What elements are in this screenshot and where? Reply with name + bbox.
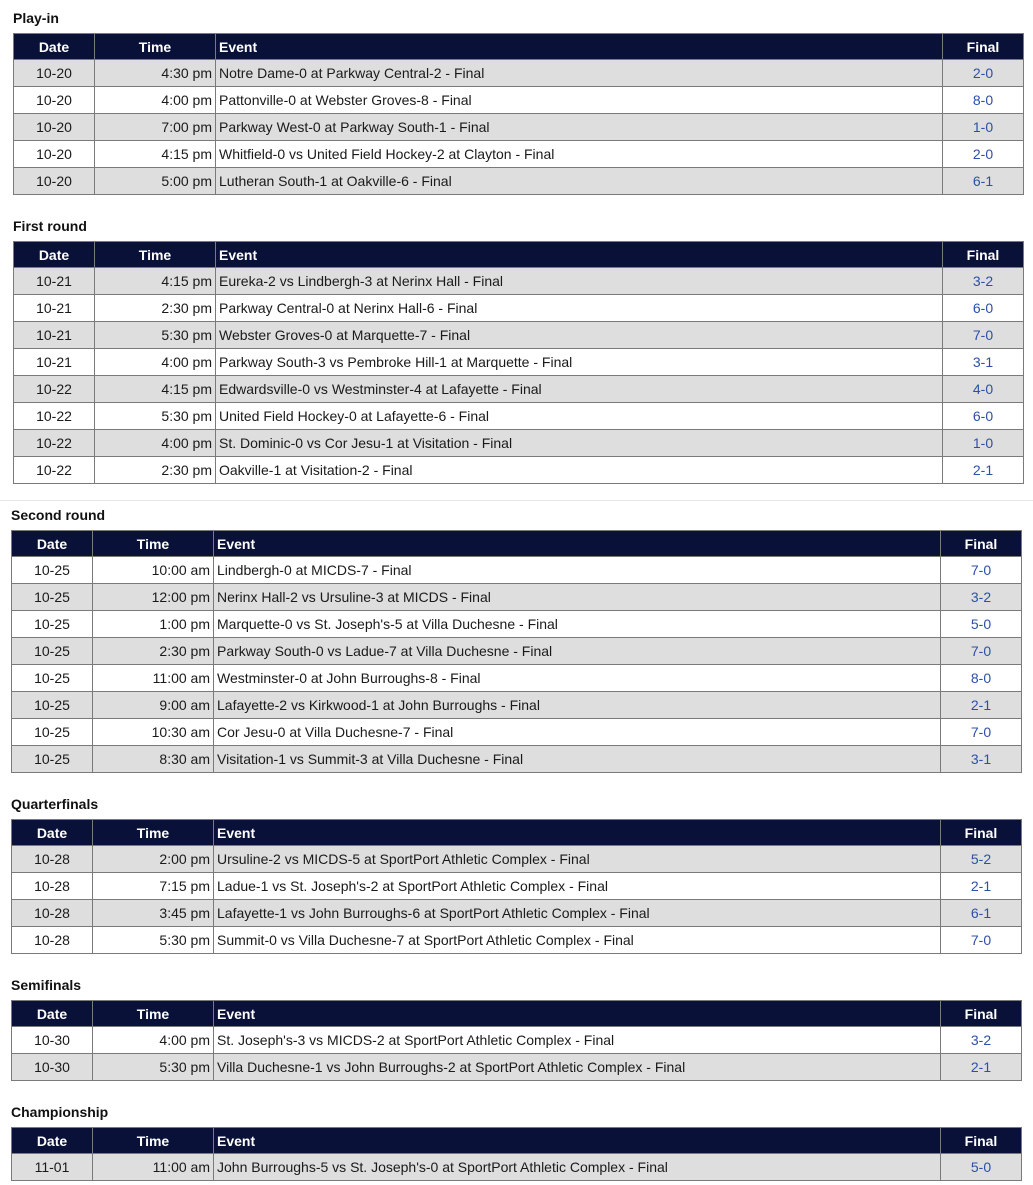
game-time: 10:30 am: [93, 719, 214, 746]
final-header: Final: [941, 1001, 1022, 1027]
section-divider: [0, 500, 1033, 501]
game-event: Villa Duchesne-1 vs John Burroughs-2 at SportPort Athletic Complex - Final: [214, 1054, 941, 1081]
event-header: Event: [216, 242, 943, 268]
event-header: Event: [214, 1128, 941, 1154]
table-row: [14, 87, 1024, 114]
game-date: 10-21: [14, 295, 95, 322]
event-header: Event: [214, 531, 941, 557]
table-row: [14, 322, 1024, 349]
table-row: [12, 665, 1022, 692]
section-title: First round: [13, 218, 87, 234]
table-row: [14, 268, 1024, 295]
table-header: [12, 820, 1022, 846]
table-header: [12, 1001, 1022, 1027]
game-date: 10-22: [14, 376, 95, 403]
game-event: Whitfield-0 vs United Field Hockey-2 at Clayton - Final: [216, 141, 943, 168]
game-event: John Burroughs-5 vs St. Joseph's-0 at SportPort Athletic Complex - Final: [214, 1154, 941, 1181]
game-event: Westminster-0 at John Burroughs-8 - Final: [214, 665, 941, 692]
section-title: Semifinals: [11, 977, 82, 993]
game-event: Ursuline-2 vs MICDS-5 at SportPort Athletic Complex - Final: [214, 846, 941, 873]
table-row: [12, 927, 1022, 954]
game-date: 10-28: [12, 927, 93, 954]
table-row: [12, 846, 1022, 873]
game-time: 11:00 am: [93, 665, 214, 692]
game-date: 10-25: [12, 611, 93, 638]
table-row: [14, 349, 1024, 376]
game-event: United Field Hockey-0 at Lafayette-6 - Final: [216, 403, 943, 430]
final-header: Final: [941, 820, 1022, 846]
game-event: Cor Jesu-0 at Villa Duchesne-7 - Final: [214, 719, 941, 746]
game-time: 2:30 pm: [95, 295, 216, 322]
game-time: 1:00 pm: [93, 611, 214, 638]
table-row: [14, 60, 1024, 87]
time-header: Time: [95, 242, 216, 268]
final-score-link[interactable]: 8-0: [972, 92, 994, 108]
table-row: [12, 692, 1022, 719]
schedule-table: [11, 530, 1022, 773]
table-row: [12, 638, 1022, 665]
final-score-link[interactable]: 7-0: [972, 327, 994, 343]
game-date: 10-25: [12, 638, 93, 665]
table-row: [12, 584, 1022, 611]
game-time: 4:15 pm: [95, 268, 216, 295]
table-row: [12, 900, 1022, 927]
table-row: [12, 1054, 1022, 1081]
game-event: Webster Groves-0 at Marquette-7 - Final: [216, 322, 943, 349]
game-date: 10-21: [14, 268, 95, 295]
schedule-table: [13, 241, 1024, 484]
table-header: [12, 1128, 1022, 1154]
game-event: Lafayette-2 vs Kirkwood-1 at John Burroughs - Final: [214, 692, 941, 719]
game-date: 10-21: [14, 322, 95, 349]
final-score-link[interactable]: 2-0: [972, 65, 994, 81]
game-event: Nerinx Hall-2 vs Ursuline-3 at MICDS - Final: [214, 584, 941, 611]
section-first-round: [13, 217, 1024, 484]
game-time: 3:45 pm: [93, 900, 214, 927]
game-event: Pattonville-0 at Webster Groves-8 - Final: [216, 87, 943, 114]
final-score-link[interactable]: 2-1: [970, 1059, 992, 1075]
game-time: 4:00 pm: [93, 1027, 214, 1054]
final-score-link[interactable]: 6-1: [972, 173, 994, 189]
final-header: Final: [943, 34, 1024, 60]
game-date: 10-20: [14, 87, 95, 114]
game-event: Visitation-1 vs Summit-3 at Villa Duchesne - Final: [214, 746, 941, 773]
section-title: Championship: [11, 1104, 109, 1120]
game-time: 5:00 pm: [95, 168, 216, 195]
game-time: 5:30 pm: [93, 927, 214, 954]
section-second-round: [11, 506, 1022, 773]
section-title: Quarterfinals: [11, 796, 99, 812]
game-time: 2:00 pm: [93, 846, 214, 873]
table-row: [14, 403, 1024, 430]
game-event: Eureka-2 vs Lindbergh-3 at Nerinx Hall - Final: [216, 268, 943, 295]
final-score-link[interactable]: 5-0: [970, 616, 992, 632]
game-date: 11-01: [12, 1154, 93, 1181]
final-score-link[interactable]: 3-2: [970, 1032, 992, 1048]
game-time: 7:15 pm: [93, 873, 214, 900]
table-row: [12, 1027, 1022, 1054]
game-time: 2:30 pm: [93, 638, 214, 665]
table-header: [14, 34, 1024, 60]
game-time: 4:30 pm: [95, 60, 216, 87]
time-header: Time: [93, 1128, 214, 1154]
table-row: [14, 376, 1024, 403]
game-date: 10-22: [14, 457, 95, 484]
final-score-link[interactable]: 3-1: [972, 354, 994, 370]
section-semifinals: [11, 976, 1022, 1081]
schedule-table: [11, 1127, 1022, 1181]
final-score-link[interactable]: 7-0: [970, 562, 992, 578]
game-date: 10-20: [14, 141, 95, 168]
final-header: Final: [943, 242, 1024, 268]
game-event: Ladue-1 vs St. Joseph's-2 at SportPort Athletic Complex - Final: [214, 873, 941, 900]
game-time: 4:00 pm: [95, 430, 216, 457]
date-header: Date: [14, 34, 95, 60]
final-score-link[interactable]: 1-0: [972, 435, 994, 451]
game-date: 10-28: [12, 900, 93, 927]
table-row: [14, 457, 1024, 484]
table-row: [14, 114, 1024, 141]
final-score-link[interactable]: 2-1: [970, 878, 992, 894]
schedule-table: [11, 1000, 1022, 1081]
final-score-link[interactable]: 2-1: [972, 462, 994, 478]
game-event: Notre Dame-0 at Parkway Central-2 - Final: [216, 60, 943, 87]
section-play-in: [13, 9, 1024, 195]
game-date: 10-25: [12, 692, 93, 719]
final-score-link[interactable]: 6-0: [972, 408, 994, 424]
game-date: 10-28: [12, 873, 93, 900]
game-time: 11:00 am: [93, 1154, 214, 1181]
schedule-table: [11, 819, 1022, 954]
table-row: [14, 168, 1024, 195]
final-score-link[interactable]: 7-0: [970, 724, 992, 740]
final-score-link[interactable]: 5-2: [970, 851, 992, 867]
table-row: [12, 746, 1022, 773]
game-event: Parkway Central-0 at Nerinx Hall-6 - Final: [216, 295, 943, 322]
final-score-link[interactable]: 6-1: [970, 905, 992, 921]
time-header: Time: [93, 1001, 214, 1027]
date-header: Date: [12, 531, 93, 557]
game-time: 5:30 pm: [95, 322, 216, 349]
date-header: Date: [12, 1001, 93, 1027]
date-header: Date: [12, 820, 93, 846]
event-header: Event: [216, 34, 943, 60]
game-date: 10-25: [12, 746, 93, 773]
game-date: 10-30: [12, 1027, 93, 1054]
schedule-table: [13, 33, 1024, 195]
date-header: Date: [14, 242, 95, 268]
final-score-link[interactable]: 3-1: [970, 751, 992, 767]
final-score-link[interactable]: 2-1: [970, 697, 992, 713]
table-row: [12, 1154, 1022, 1181]
event-header: Event: [214, 820, 941, 846]
game-time: 4:15 pm: [95, 141, 216, 168]
final-score-link[interactable]: 7-0: [970, 643, 992, 659]
game-event: Oakville-1 at Visitation-2 - Final: [216, 457, 943, 484]
game-event: Marquette-0 vs St. Joseph's-5 at Villa Duchesne - Final: [214, 611, 941, 638]
final-score-link[interactable]: 3-2: [970, 589, 992, 605]
game-time: 5:30 pm: [93, 1054, 214, 1081]
time-header: Time: [93, 820, 214, 846]
game-time: 4:00 pm: [95, 349, 216, 376]
game-date: 10-25: [12, 719, 93, 746]
final-score-link[interactable]: 5-0: [970, 1159, 992, 1175]
game-event: Parkway West-0 at Parkway South-1 - Final: [216, 114, 943, 141]
game-event: Lafayette-1 vs John Burroughs-6 at SportPort Athletic Complex - Final: [214, 900, 941, 927]
game-time: 9:00 am: [93, 692, 214, 719]
game-event: Lutheran South-1 at Oakville-6 - Final: [216, 168, 943, 195]
table-row: [14, 430, 1024, 457]
game-time: 10:00 am: [93, 557, 214, 584]
table-row: [12, 611, 1022, 638]
final-score-link[interactable]: 1-0: [972, 119, 994, 135]
game-date: 10-21: [14, 349, 95, 376]
game-time: 7:00 pm: [95, 114, 216, 141]
game-date: 10-25: [12, 665, 93, 692]
final-score-link[interactable]: 6-0: [972, 300, 994, 316]
game-date: 10-28: [12, 846, 93, 873]
final-score-link[interactable]: 2-0: [972, 146, 994, 162]
game-date: 10-30: [12, 1054, 93, 1081]
game-time: 4:00 pm: [95, 87, 216, 114]
game-event: Parkway South-3 vs Pembroke Hill-1 at Marquette - Final: [216, 349, 943, 376]
game-date: 10-20: [14, 60, 95, 87]
table-row: [12, 873, 1022, 900]
section-quarterfinals: [11, 795, 1022, 954]
section-title: Play-in: [13, 10, 59, 26]
final-score-link[interactable]: 4-0: [972, 381, 994, 397]
table-header: [12, 531, 1022, 557]
final-score-link[interactable]: 3-2: [972, 273, 994, 289]
event-header: Event: [214, 1001, 941, 1027]
game-date: 10-20: [14, 114, 95, 141]
game-date: 10-22: [14, 403, 95, 430]
time-header: Time: [95, 34, 216, 60]
table-header: [14, 242, 1024, 268]
section-title: Second round: [11, 507, 106, 523]
game-date: 10-22: [14, 430, 95, 457]
game-time: 12:00 pm: [93, 584, 214, 611]
game-event: St. Joseph's-3 vs MICDS-2 at SportPort Athletic Complex - Final: [214, 1027, 941, 1054]
final-score-link[interactable]: 7-0: [970, 932, 992, 948]
game-date: 10-25: [12, 557, 93, 584]
final-score-link[interactable]: 8-0: [970, 670, 992, 686]
game-event: St. Dominic-0 vs Cor Jesu-1 at Visitation - Final: [216, 430, 943, 457]
game-event: Parkway South-0 vs Ladue-7 at Villa Duchesne - Final: [214, 638, 941, 665]
game-date: 10-20: [14, 168, 95, 195]
game-time: 8:30 am: [93, 746, 214, 773]
table-row: [14, 141, 1024, 168]
date-header: Date: [12, 1128, 93, 1154]
game-time: 5:30 pm: [95, 403, 216, 430]
game-event: Lindbergh-0 at MICDS-7 - Final: [214, 557, 941, 584]
section-championship: [11, 1103, 1022, 1181]
table-row: [12, 557, 1022, 584]
final-header: Final: [941, 531, 1022, 557]
game-event: Edwardsville-0 vs Westminster-4 at Lafayette - Final: [216, 376, 943, 403]
table-row: [14, 295, 1024, 322]
game-time: 4:15 pm: [95, 376, 216, 403]
game-date: 10-25: [12, 584, 93, 611]
game-event: Summit-0 vs Villa Duchesne-7 at SportPort Athletic Complex - Final: [214, 927, 941, 954]
time-header: Time: [93, 531, 214, 557]
game-time: 2:30 pm: [95, 457, 216, 484]
final-header: Final: [941, 1128, 1022, 1154]
table-row: [12, 719, 1022, 746]
